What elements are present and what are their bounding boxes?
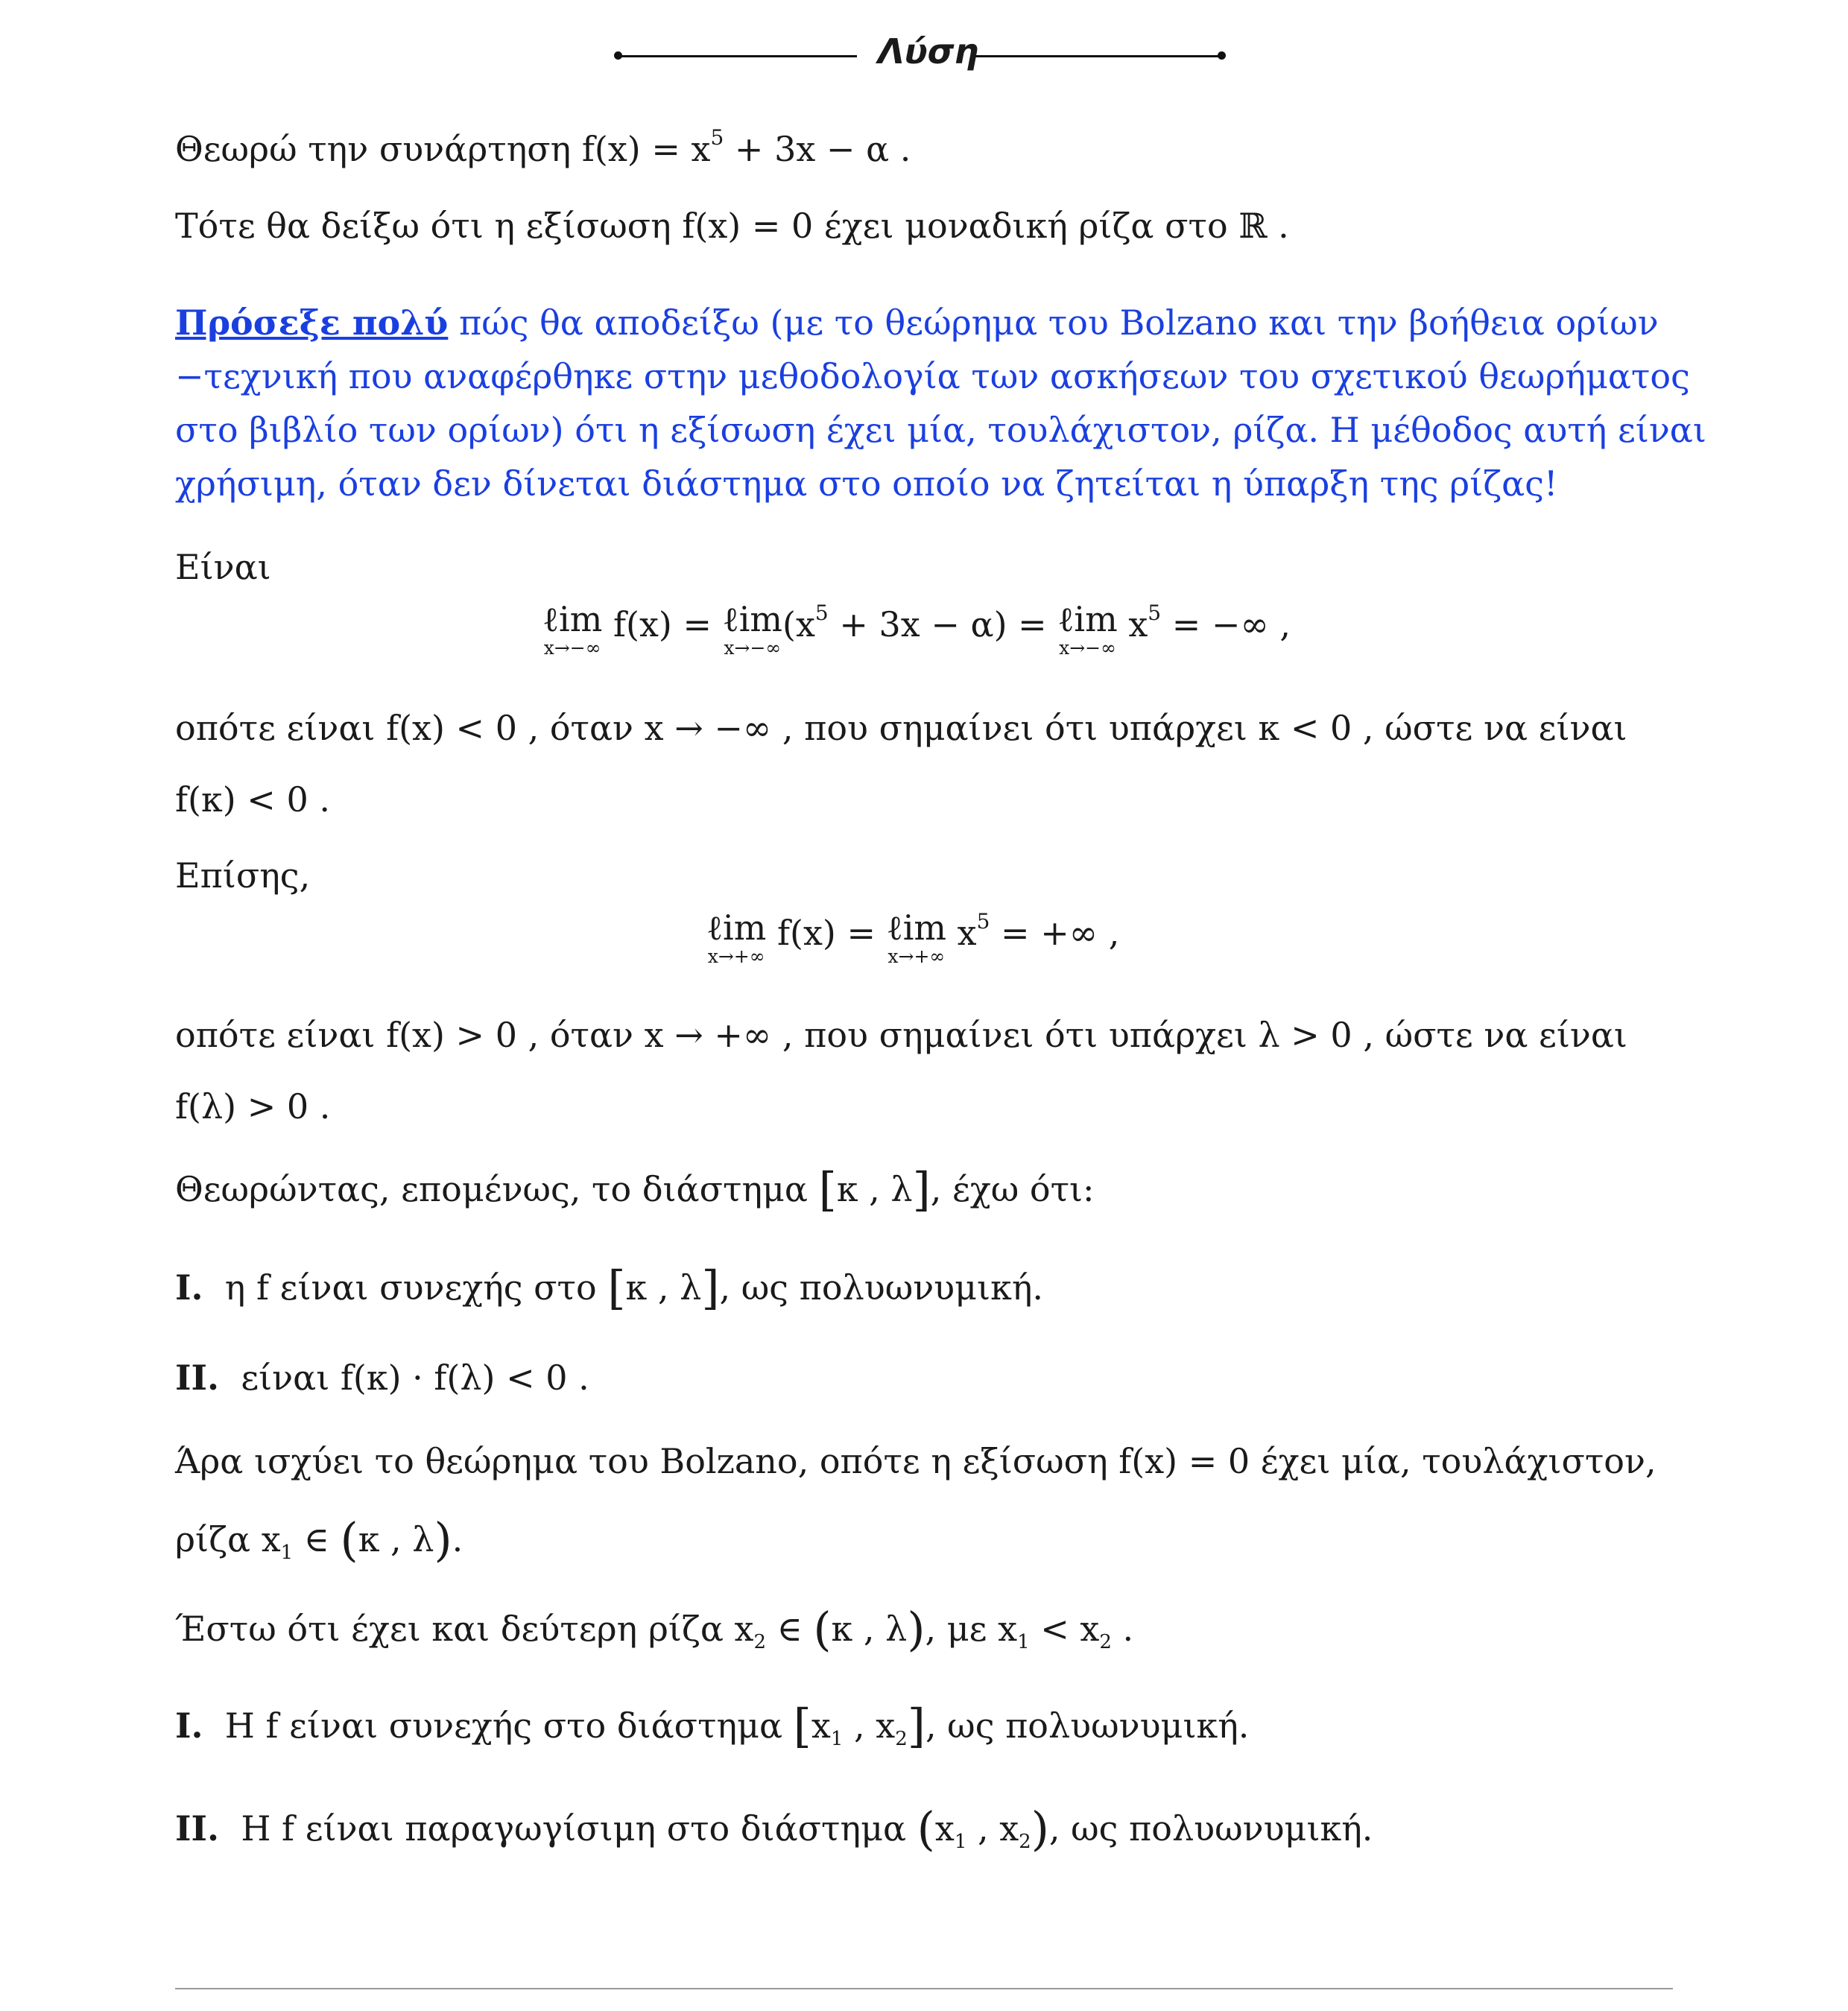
paragraph-lambda-line-1: οπότε είναι f(x) > 0 , όταν x → +∞ , που σημαίνει ότι υπάρχει λ > 0 , ώστε να είναι (175, 1015, 1627, 1055)
paragraph-function-definition: Θεωρώ την συνάρτηση $f(x) = x^5 + 3x - \alpha$ . (175, 125, 911, 169)
note-line-3: στο βιβλίο των ορίων) ότι η εξίσωση έχει μία, τουλάχιστον, ρίζα. Η μέθοδος αυτή είναι (175, 410, 1706, 450)
page-title: Λύση (878, 31, 979, 72)
paragraph-second-root: Έστω ότι έχει και δεύτερη ρίζα $x_2$ ∈ (κ , λ), με $x_1 < x_2$ . (175, 1602, 1134, 1656)
item-continuity-x1-x2: I. Η f είναι συνεχής στο διάστημα [$x_1$ , $x_2$], ως πολυωνυμική. (175, 1699, 1250, 1753)
title-dot-left (614, 51, 622, 60)
paragraph-bolzano-line-2: ρίζα $x_1$ ∈ (κ , λ). (175, 1513, 463, 1567)
footer-divider (175, 1988, 1673, 1989)
item-continuity: I. η f είναι συνεχής στο [κ , λ], ως πολυωνυμική. (175, 1261, 1043, 1315)
note-line-2: −τεχνική που αναφέρθηκε στην μεθοδολογία των ασκήσεων του σχετικού θεωρήματος (175, 356, 1690, 396)
label-einai: Είναι (175, 547, 271, 587)
paragraph-interval: Θεωρώντας, επομένως, το διάστημα [κ , λ], έχω ότι: (175, 1162, 1095, 1217)
note-line-4: χρήσιμη, όταν δεν δίνεται διάστημα στο οποίο να ζητείται η ύπαρξη της ρίζας! (175, 463, 1558, 504)
title-rule-left (618, 55, 857, 57)
limit-operator: ℓim x→+∞ (886, 908, 947, 967)
equation-limit-minus-infinity: ℓim x→−∞ f(x) = ℓim x→−∞ $(x^5 + 3x - \alpha)$ = ℓim x→−∞ $x^5$ = −∞ , (542, 599, 1291, 659)
title-rule-right (975, 55, 1221, 57)
limit-operator: ℓim x→−∞ (1057, 599, 1118, 659)
paragraph-lambda-line-2: f(λ) > 0 . (175, 1086, 331, 1127)
item-differentiability-x1-x2: II. Η f είναι παραγωγίσιμη στο διάστημα ($x_1$ , $x_2$), ως πολυωνυμική. (175, 1802, 1373, 1856)
paragraph-bolzano-line-1: Άρα ισχύει το θεώρημα του Bolzano, οπότε η εξίσωση f(x) = 0 έχει μία, τουλάχιστον, (175, 1441, 1656, 1481)
paragraph-kappa-line-1: οπότε είναι f(x) < 0 , όταν x → −∞ , που σημαίνει ότι υπάρχει κ < 0 , ώστε να είναι (175, 708, 1627, 748)
limit-operator: ℓim x→−∞ (542, 599, 603, 659)
equation-limit-plus-infinity: ℓim x→+∞ f(x) = ℓim x→+∞ $x^5$ = +∞ , (706, 908, 1120, 967)
title-dot-right (1218, 51, 1226, 60)
item-product-negative: II. είναι f(κ) · f(λ) < 0 . (175, 1358, 589, 1398)
paragraph-goal: Τότε θα δείξω ότι η εξίσωση f(x) = 0 έχει μοναδική ρίζα στο ℝ . (175, 206, 1289, 246)
note-line-1: Πρόσεξε πολύ πώς θα αποδείξω (με το θεώρημα του Bolzano και την βοήθεια ορίων (175, 303, 1659, 343)
limit-operator: ℓim x→+∞ (706, 908, 767, 967)
label-episis: Επίσης, (175, 855, 311, 896)
limit-operator: ℓim x→−∞ (722, 599, 783, 659)
note-emphasis: Πρόσεξε πολύ (175, 303, 449, 343)
paragraph-kappa-line-2: f(κ) < 0 . (175, 779, 330, 820)
